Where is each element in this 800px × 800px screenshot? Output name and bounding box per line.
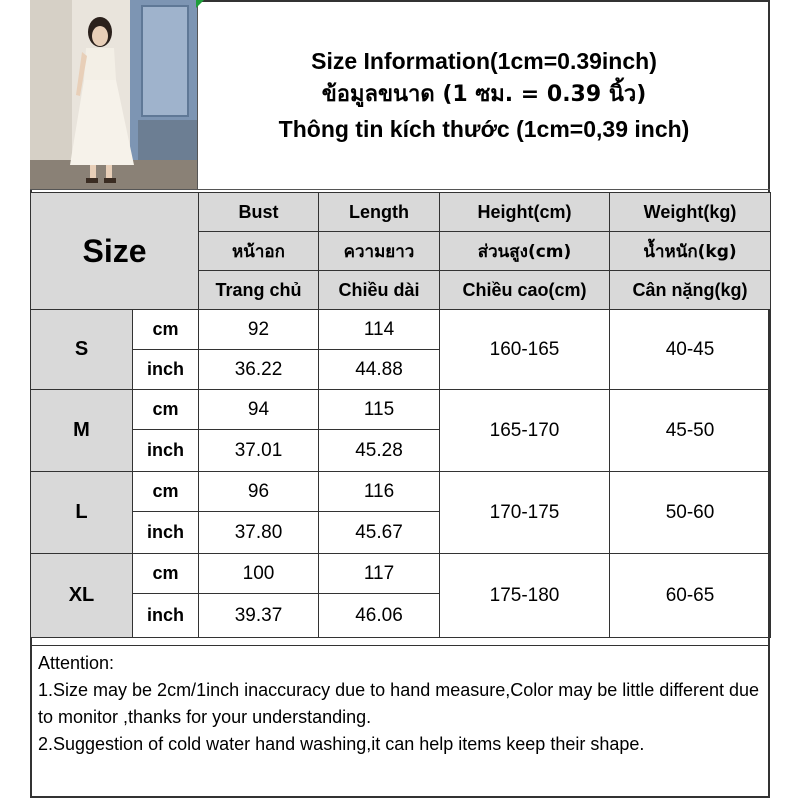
height-value: 160-165 — [440, 310, 610, 390]
length-cm-value: 114 — [319, 310, 440, 350]
bust-inch-value: 39.37 — [199, 594, 319, 638]
length-cm-value: 117 — [319, 554, 440, 594]
unit-cm: cm — [133, 310, 199, 350]
unit-cm: cm — [133, 390, 199, 430]
height-value: 165-170 — [440, 390, 610, 472]
notes-title: Attention: — [38, 653, 115, 673]
length-inch-value: 45.28 — [319, 430, 440, 472]
bust-cm-value: 100 — [199, 554, 319, 594]
col-bust-th: หน้าอก — [199, 232, 319, 271]
unit-inch: inch — [133, 350, 199, 390]
weight-value: 45-50 — [610, 390, 771, 472]
size-label-m: M — [31, 390, 133, 472]
length-cm-value: 116 — [319, 472, 440, 512]
unit-inch: inch — [133, 594, 199, 638]
bust-cm-value: 92 — [199, 310, 319, 350]
bust-inch-value: 36.22 — [199, 350, 319, 390]
table-row — [31, 310, 771, 350]
table-row — [31, 390, 771, 430]
col-height-en: Height(cm) — [440, 193, 610, 232]
unit-inch: inch — [133, 430, 199, 472]
bust-cm-value: 94 — [199, 390, 319, 430]
height-value: 170-175 — [440, 472, 610, 554]
weight-value: 50-60 — [610, 472, 771, 554]
length-inch-value: 44.88 — [319, 350, 440, 390]
col-bust-en: Bust — [199, 193, 319, 232]
unit-inch: inch — [133, 512, 199, 554]
size-label-s: S — [31, 310, 133, 390]
header-title-vi: Thông tin kích thước (1cm=0,39 inch) — [278, 115, 690, 142]
length-inch-value: 46.06 — [319, 594, 440, 638]
header-title-th: ข้อมูลขนาด (1 ซม. = 0.39 นิ้ว) — [321, 81, 647, 107]
size-column-title: Size — [31, 193, 199, 310]
col-length-vi: Chiều dài — [319, 271, 440, 310]
col-height-vi: Chiều cao(cm) — [440, 271, 610, 310]
col-weight-th: น้ำหนัก(kg) — [610, 232, 771, 271]
unit-cm: cm — [133, 554, 199, 594]
col-length-en: Length — [319, 193, 440, 232]
length-cm-value: 115 — [319, 390, 440, 430]
size-label-xl: XL — [31, 554, 133, 638]
length-inch-value: 45.67 — [319, 512, 440, 554]
col-length-th: ความยาว — [319, 232, 440, 271]
col-height-th: ส่วนสูง(cm) — [440, 232, 610, 271]
product-photo — [30, 0, 198, 190]
size-label-l: L — [31, 472, 133, 554]
bust-inch-value: 37.80 — [199, 512, 319, 554]
table-row — [31, 554, 771, 594]
header-title-en: Size Information(1cm=0.39inch) — [311, 47, 657, 74]
product-photo-image — [30, 0, 198, 190]
note-item-2: 2.Suggestion of cold water hand washing,it can help items keep their shape. — [38, 734, 645, 754]
col-bust-vi: Trang chủ — [199, 271, 319, 310]
bust-cm-value: 96 — [199, 472, 319, 512]
weight-value: 60-65 — [610, 554, 771, 638]
size-chart-table — [30, 192, 771, 638]
bust-inch-value: 37.01 — [199, 430, 319, 472]
unit-cm: cm — [133, 472, 199, 512]
weight-value: 40-45 — [610, 310, 771, 390]
col-weight-vi: Cân nặng(kg) — [610, 271, 771, 310]
table-row — [31, 472, 771, 512]
col-weight-en: Weight(kg) — [610, 193, 771, 232]
attention-notes — [30, 645, 770, 798]
size-info-header — [198, 0, 770, 190]
note-item-1: 1.Size may be 2cm/1inch inaccuracy due to hand measure,Color may be little different due to monitor ,thanks for your understanding. — [38, 680, 760, 727]
height-value: 175-180 — [440, 554, 610, 638]
